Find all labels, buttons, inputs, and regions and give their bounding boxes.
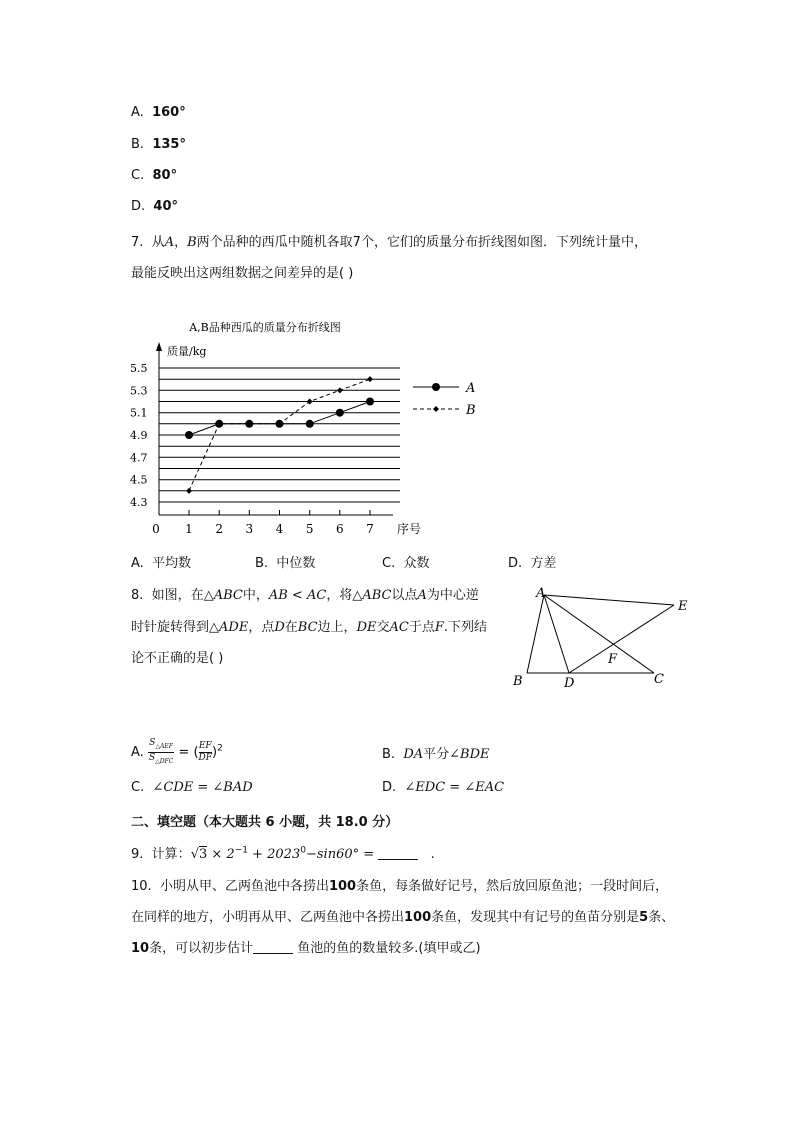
- section-heading-fill-in: 二、填空题（本大题共 6 小题，共 18.0 分）: [131, 815, 399, 830]
- q8-stem-line3: 论不正确的是( ): [131, 651, 224, 666]
- point-b: [367, 376, 373, 382]
- point-label-c: C: [654, 672, 664, 687]
- point-label-e: E: [678, 599, 688, 614]
- q8-stem-line1: 8. 如图，在△ABC中，AB < AC，将△ABC以点A为中心逆: [131, 588, 479, 603]
- point-label-b: B: [513, 674, 523, 689]
- q7-stem-line2: 最能反映出这两组数据之间差异的是( ): [131, 266, 354, 281]
- point-label-d: D: [564, 676, 575, 691]
- y-axis-arrow: [156, 342, 162, 351]
- legend-label-b: B: [466, 403, 476, 418]
- segment-ae: [544, 595, 674, 605]
- q6-option-a: A. 160°: [131, 105, 186, 120]
- q9-stem: 9. 计算：$√3 \times 2^{-1} + 2023^0-\sin 60^\circ$ = .: [131, 845, 435, 862]
- x-tick-label: 4: [275, 522, 284, 536]
- point-a: [366, 398, 374, 406]
- q10-stem-line2: 在同样的地方，小明再从甲、乙两鱼池中各捞出100条鱼，发现其中有记号的鱼苗分别是5条、: [131, 910, 675, 925]
- q8-option-a: A. $S_{\triangle AEF}$ $S_{\triangle DFC}$ = ( $\frac{EF}{DF}$ )$^2$: [131, 738, 223, 765]
- triangle-figure: [505, 583, 700, 693]
- y-tick-label: 5.1: [130, 406, 148, 420]
- q7-option-b: B. 中位数: [255, 556, 316, 571]
- segment-ad: [544, 595, 569, 673]
- q8-stem-line2: 时针旋转得到△ADE，点D在BC边上，DE交AC于点F.下列结: [131, 620, 488, 635]
- area-ratio-fraction: $S_{\triangle AEF}$ $S_{\triangle DFC}$: [148, 738, 174, 765]
- q7-option-c: C. 众数: [382, 556, 430, 571]
- y-tick-label: 4.3: [130, 496, 148, 509]
- q10-answer-blank[interactable]: [253, 941, 293, 954]
- y-tick-label: 5.3: [130, 384, 148, 398]
- segment-ab: [527, 595, 544, 673]
- point-a: [306, 420, 314, 428]
- q10-stem-line3: 10条，可以初步估计 鱼池的鱼的数量较多.(填甲或乙): [131, 941, 481, 956]
- y-tick-labels: [130, 362, 148, 509]
- point-b: [337, 387, 343, 393]
- chart-title: A,B品种西瓜的质量分布折线图: [189, 321, 341, 334]
- y-tick-label: 5.5: [130, 362, 148, 375]
- chart-grid: [159, 368, 400, 502]
- origin-label: 0: [152, 522, 160, 536]
- q9-answer-blank[interactable]: [378, 847, 418, 860]
- y-axis-label: 质量/kg: [167, 345, 207, 358]
- segment-de: [569, 605, 674, 673]
- q7-option-a: A. 平均数: [131, 556, 192, 571]
- point-label-f: F: [608, 652, 618, 667]
- legend-label-a: A: [466, 381, 476, 396]
- x-axis-label: 序号: [397, 522, 422, 536]
- x-tick-label: 3: [245, 522, 254, 536]
- segment-ac: [544, 595, 654, 673]
- x-tick-labels: [185, 510, 374, 536]
- x-tick-label: 5: [305, 522, 314, 536]
- q7-stem-line1: 7. 从A，B两个品种的西瓜中随机各取7个，它们的质量分布折线图如图．下列统计量中，: [131, 235, 647, 250]
- q6-option-d: D. 40°: [131, 199, 179, 214]
- q6-option-c: C. 80°: [131, 168, 178, 183]
- mass-distribution-chart: [125, 312, 485, 544]
- x-tick-label: 6: [335, 522, 344, 536]
- q10-stem-line1: 10. 小明从甲、乙两鱼池中各捞出100条鱼，每条做好记号，然后放回原鱼池；一段时间后，: [131, 879, 669, 894]
- q7-option-d: D. 方差: [508, 556, 557, 571]
- q8-option-b: B. DA平分∠BDE: [382, 747, 490, 762]
- x-tick-label: 7: [366, 522, 374, 536]
- point-label-a: A: [536, 586, 546, 601]
- chart-legend: [413, 381, 476, 418]
- segment-ratio-fraction: $\frac{EF}{DF}$: [198, 740, 212, 763]
- point-b: [186, 488, 192, 494]
- q8-option-d: D. ∠EDC = ∠EAC: [382, 780, 505, 795]
- y-tick-label: 4.7: [130, 451, 148, 465]
- x-tick-label: 1: [185, 522, 193, 536]
- y-tick-label: 4.9: [130, 429, 148, 442]
- legend-marker-b: [433, 406, 439, 412]
- q8-option-c: C. ∠CDE = ∠BAD: [131, 780, 253, 795]
- x-tick-label: 2: [215, 522, 224, 536]
- point-a: [185, 431, 193, 439]
- legend-marker-a: [432, 383, 440, 391]
- point-a: [336, 409, 344, 417]
- q6-option-b: B. 135°: [131, 137, 186, 152]
- y-tick-label: 4.5: [130, 473, 148, 487]
